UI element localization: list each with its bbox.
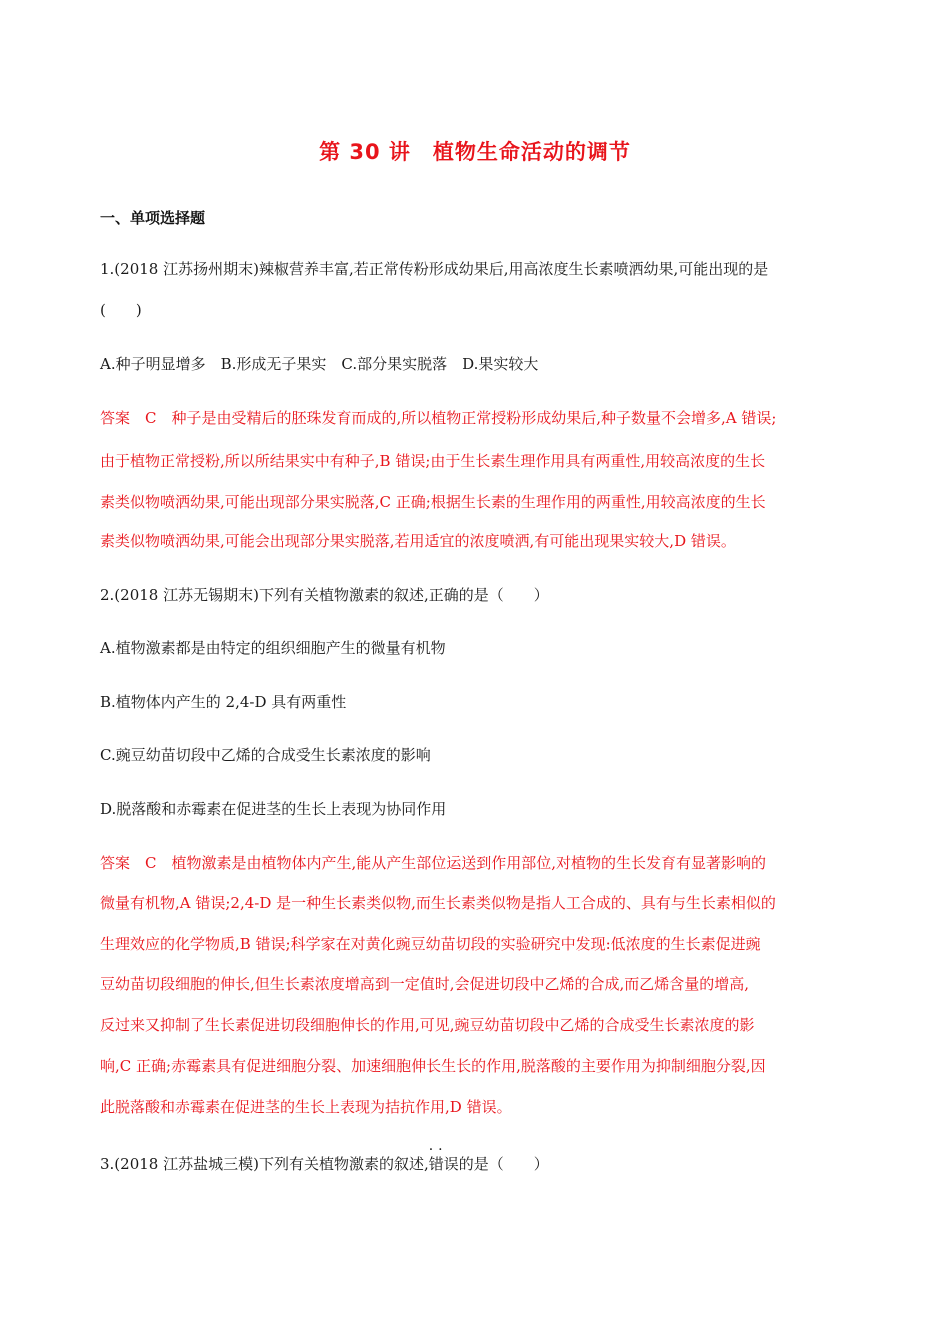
q1-options: A.种子明显增多 B.形成无子果实 C.部分果实脱落 D.果实较大 — [100, 355, 539, 373]
q2-answer-line-4: 豆幼苗切段细胞的伸长,但生长素浓度增高到一定值时,会促进切段中乙烯的合成,而乙烯含量的增高, — [100, 975, 750, 993]
q1-stem-line-2: ( ) — [100, 301, 142, 319]
q2-option-b: B.植物体内产生的 2,4-D 具有两重性 — [100, 693, 347, 711]
q3-stem-emphasis: · · 错误 — [429, 1153, 459, 1175]
q2-answer-line-5: 反过来又抑制了生长素促进切段细胞伸长的作用,可见,豌豆幼苗切段中乙烯的合成受生长素浓度的影 — [100, 1016, 755, 1034]
q1-answer-line-4: 素类似物喷洒幼果,可能会出现部分果实脱落,若用适宜的浓度喷洒,有可能出现果实较大,D 错误。 — [100, 532, 736, 550]
q2-stem: 2.(2018 江苏无锡期末)下列有关植物激素的叙述,正确的是（ ） — [100, 586, 549, 604]
q1-answer-line-1: 答案 C 种子是由受精后的胚珠发育而成的,所以植物正常授粉形成幼果后,种子数量不会增多,A 错误; — [100, 409, 777, 427]
q2-answer-line-3: 生理效应的化学物质,B 错误;科学家在对黄化豌豆幼苗切段的实验研究中发现:低浓度的生长素促进豌 — [100, 935, 761, 953]
q2-option-d: D.脱落酸和赤霉素在促进茎的生长上表现为协同作用 — [100, 800, 447, 818]
q2-answer-line-7: 此脱落酸和赤霉素在促进茎的生长上表现为拮抗作用,D 错误。 — [100, 1098, 512, 1116]
q1-answer-line-3: 素类似物喷洒幼果,可能出现部分果实脱落,C 正确;根据生长素的生理作用的两重性,用较高浓度的生长 — [100, 493, 766, 511]
q1-answer-line-2: 由于植物正常授粉,所以所结果实中有种子,B 错误;由于生长素生理作用具有两重性,用较高浓度的生长 — [100, 452, 766, 470]
q3-stem-after: 的是（ ） — [458, 1155, 549, 1173]
q2-answer-line-2: 微量有机物,A 错误;2,4-D 是一种生长素类似物,而生长素类似物是指人工合成的、具有与生长素相似的 — [100, 894, 776, 912]
q2-option-c: C.豌豆幼苗切段中乙烯的合成受生长素浓度的影响 — [100, 746, 431, 764]
q2-answer-line-1: 答案 C 植物激素是由植物体内产生,能从产生部位运送到作用部位,对植物的生长发育有显著影响的 — [100, 854, 767, 872]
q3-stem-before: 3.(2018 江苏盐城三模)下列有关植物激素的叙述, — [100, 1155, 429, 1173]
page-title: 第 30 讲 植物生命活动的调节 — [319, 140, 631, 164]
section-heading: 一、单项选择题 — [100, 209, 206, 227]
q2-answer-line-6: 响,C 正确;赤霉素具有促进细胞分裂、加速细胞伸长生长的作用,脱落酸的主要作用为抑制细胞分裂,因 — [100, 1057, 766, 1075]
q2-option-a: A.植物激素都是由特定的组织细胞产生的微量有机物 — [100, 639, 446, 657]
q3-stem — [100, 1153, 549, 1175]
q1-stem-line-1: 1.(2018 江苏扬州期末)辣椒营养丰富,若正常传粉形成幼果后,用高浓度生长素喷洒幼果,可能出现的是 — [100, 260, 769, 278]
